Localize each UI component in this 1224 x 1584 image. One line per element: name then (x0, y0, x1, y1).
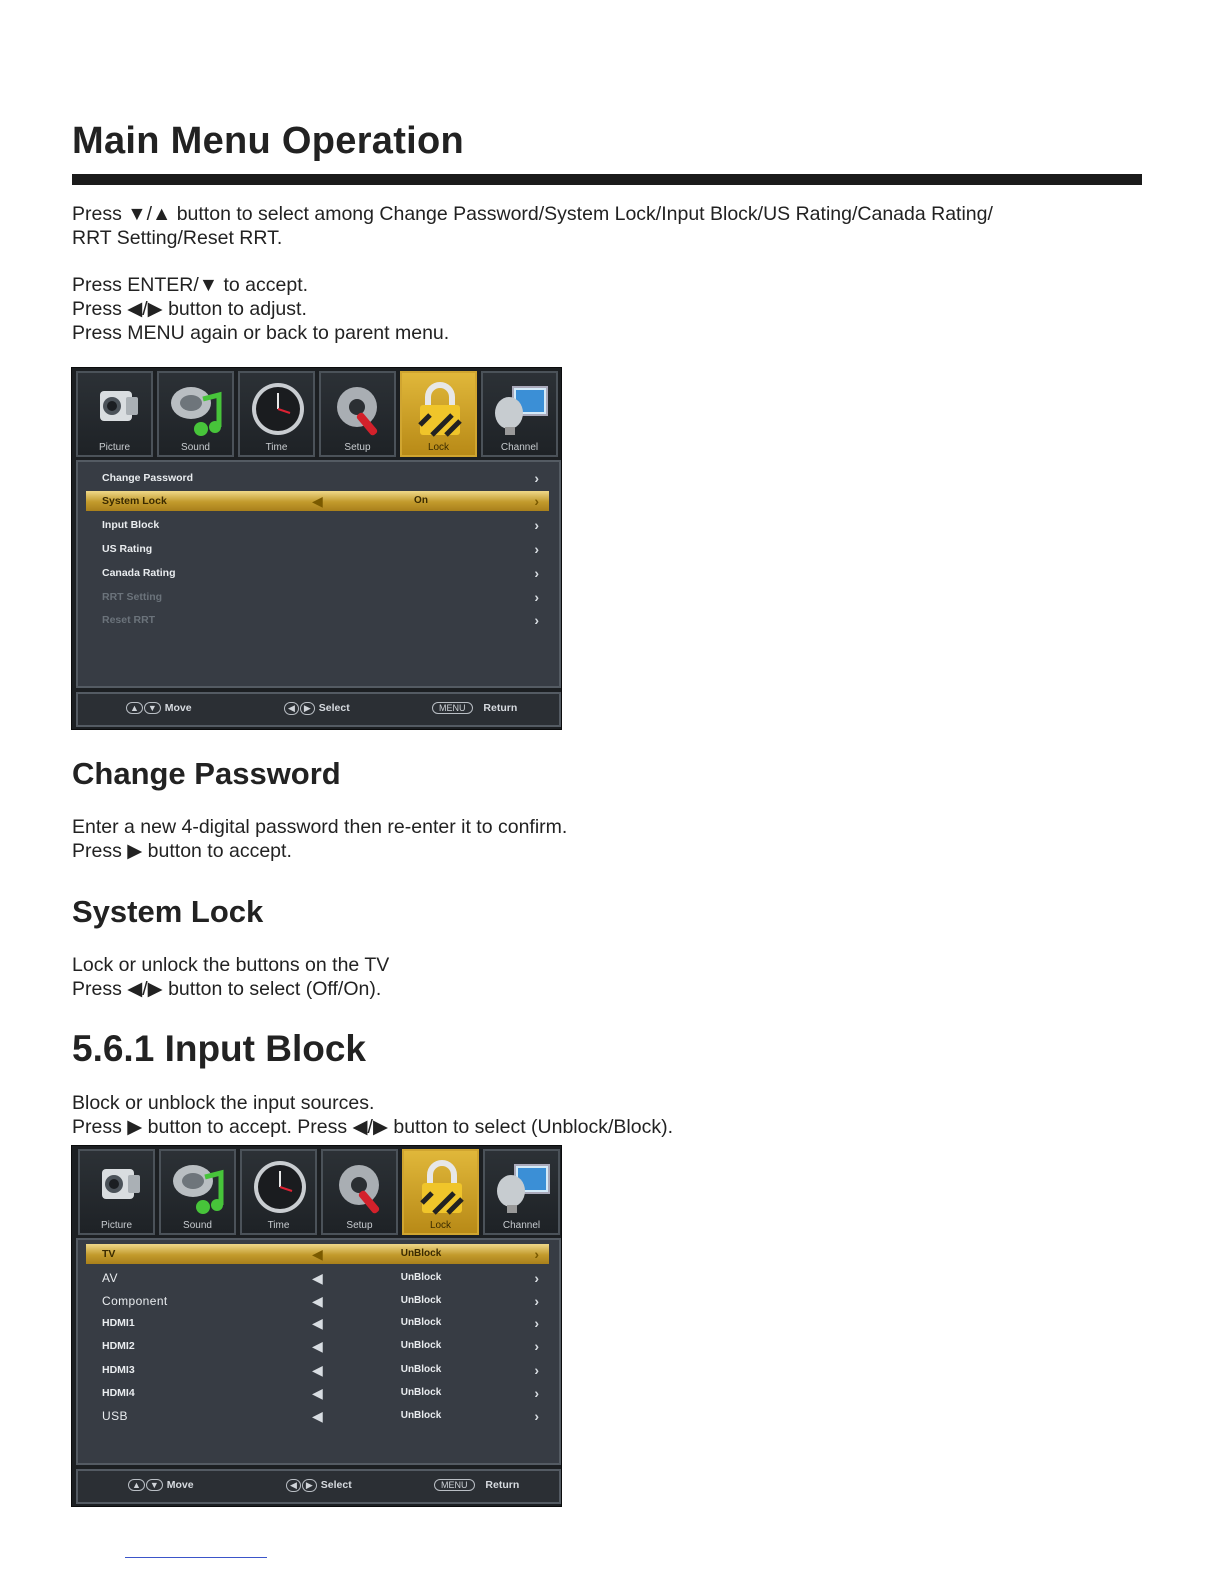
footer-return (434, 1479, 519, 1491)
menu-row-system-lock[interactable] (86, 491, 549, 511)
tab-time (240, 1149, 317, 1235)
right-key-icon: ▶ (302, 1479, 317, 1492)
chevron-right-icon: › (534, 541, 539, 557)
body-line: Press ▶ button to accept. (72, 840, 292, 862)
sound-icon (167, 377, 227, 441)
tab-setup (321, 1149, 398, 1235)
tab-label: Sound (181, 442, 210, 453)
input-row-hdmi3[interactable] (86, 1360, 549, 1380)
input-block-screenshot (71, 1145, 562, 1507)
row-value: UnBlock (400, 1387, 442, 1398)
intro-line: Press ENTER/▼ to accept. (72, 274, 309, 296)
tab-lock (400, 371, 477, 457)
footer-move (128, 1479, 194, 1491)
chevron-right-icon: › (534, 565, 539, 581)
footer-return (432, 702, 517, 714)
up-key-icon: ▲ (126, 702, 143, 714)
body-line: Block or unblock the input sources. (72, 1092, 375, 1114)
row-value: UnBlock (400, 1410, 442, 1421)
menu-row-canada-rating[interactable] (86, 563, 549, 583)
row-label: TV (102, 1248, 116, 1260)
footer-select-label: Select (318, 702, 350, 714)
input-row-av[interactable] (86, 1268, 549, 1288)
intro-line: Press MENU again or back to parent menu. (72, 322, 450, 344)
chevron-left-icon: ◀ (312, 493, 323, 509)
page-title: Main Menu Operation (72, 120, 465, 162)
osd-footer (76, 692, 561, 727)
tab-setup (319, 371, 396, 457)
osd-tab-bar (76, 1149, 561, 1237)
tab-label: Setup (346, 1220, 373, 1231)
row-label: Change Password (102, 472, 194, 484)
menu-key-icon: MENU (434, 1479, 475, 1491)
osd-footer (76, 1469, 561, 1504)
monitor-icon (491, 377, 551, 441)
footer-move-label: Move (164, 702, 192, 714)
tab-picture (78, 1149, 155, 1235)
menu-key-icon: MENU (432, 702, 473, 714)
footer-select-label: Select (320, 1479, 352, 1491)
osd-tab-bar (76, 371, 561, 459)
intro-instructions (72, 273, 449, 345)
tab-label: Picture (100, 1220, 133, 1231)
title-rule (72, 174, 1142, 185)
tab-picture (76, 371, 153, 457)
chevron-right-icon: › (534, 1385, 539, 1401)
row-label: RRT Setting (102, 591, 163, 603)
tab-label: Time (265, 442, 288, 453)
clock-icon (250, 1155, 310, 1219)
footer-move-label: Move (166, 1479, 194, 1491)
input-block-text (72, 1091, 673, 1139)
chevron-right-icon: › (534, 517, 539, 533)
section-title-change-password: Change Password (72, 756, 341, 791)
system-lock-text (72, 953, 389, 1001)
row-value: UnBlock (400, 1295, 442, 1306)
chevron-left-icon: ◀ (312, 1362, 323, 1378)
lock-menu-panel (76, 460, 561, 688)
down-key-icon: ▼ (144, 702, 161, 714)
chevron-right-icon: › (534, 1293, 539, 1309)
input-row-component[interactable] (86, 1291, 549, 1311)
footer-select (284, 702, 350, 715)
tab-label: Lock (427, 442, 450, 453)
body-line: Press ▶ button to accept. Press ◀/▶ button to select (Unblock/Block). (72, 1116, 673, 1138)
lock-icon (412, 1155, 472, 1219)
row-label: US Rating (102, 543, 153, 555)
chevron-left-icon: ◀ (312, 1408, 323, 1424)
tab-label: Setup (344, 442, 371, 453)
chevron-right-icon: › (534, 1408, 539, 1424)
menu-row-reset-rrt (86, 610, 549, 630)
tab-time (238, 371, 315, 457)
chevron-right-icon: › (534, 1362, 539, 1378)
footer-link-underline (125, 1557, 267, 1558)
input-row-hdmi4[interactable] (86, 1383, 549, 1403)
body-line: Press ◀/▶ button to select (Off/On). (72, 978, 382, 1000)
left-key-icon: ◀ (286, 1479, 301, 1492)
change-password-text (72, 815, 567, 863)
camcorder-icon (86, 377, 146, 441)
tab-sound (157, 371, 234, 457)
row-label: HDMI2 (102, 1340, 135, 1352)
intro-line: RRT Setting/Reset RRT. (72, 227, 283, 249)
tab-lock (402, 1149, 479, 1235)
chevron-right-icon: › (534, 470, 539, 486)
section-title-input-block: 5.6.1 Input Block (72, 1028, 367, 1069)
right-key-icon: ▶ (300, 702, 315, 715)
down-key-icon: ▼ (146, 1479, 163, 1491)
tab-label: Channel (502, 1220, 541, 1231)
section-title-system-lock: System Lock (72, 894, 264, 929)
tab-label: Channel (500, 442, 539, 453)
intro-line: Press ◀/▶ button to adjust. (72, 298, 307, 320)
intro-paragraph (72, 202, 993, 250)
chevron-right-icon: › (534, 1270, 539, 1286)
chevron-left-icon: ◀ (312, 1293, 323, 1309)
chevron-left-icon: ◀ (312, 1246, 323, 1262)
chevron-right-icon: › (534, 589, 539, 605)
tab-channel (481, 371, 558, 457)
row-value: UnBlock (400, 1248, 442, 1259)
chevron-right-icon: › (534, 1338, 539, 1354)
body-line: Lock or unlock the buttons on the TV (72, 954, 390, 976)
up-key-icon: ▲ (128, 1479, 145, 1491)
lock-icon (410, 377, 470, 441)
tab-sound (159, 1149, 236, 1235)
monitor-icon (493, 1155, 553, 1219)
input-row-hdmi2[interactable] (86, 1336, 549, 1356)
lock-menu-screenshot (71, 367, 562, 730)
footer-select (286, 1479, 352, 1492)
row-label: Input Block (102, 519, 160, 531)
camcorder-icon (88, 1155, 148, 1219)
chevron-left-icon: ◀ (312, 1385, 323, 1401)
intro-line: Press ▼/▲ button to select among Change Password/System Lock/Input Block/US Rating/Canada Rating/ (72, 203, 993, 225)
row-label: Reset RRT (102, 614, 156, 626)
row-label: Canada Rating (102, 567, 176, 579)
chevron-left-icon: ◀ (312, 1338, 323, 1354)
row-label: Component (102, 1294, 168, 1308)
row-value: On (414, 495, 428, 506)
chevron-left-icon: ◀ (312, 1270, 323, 1286)
body-line: Enter a new 4-digital password then re-enter it to confirm. (72, 816, 568, 838)
menu-row-rrt-setting (86, 587, 549, 607)
menu-row-change-password[interactable] (86, 468, 549, 488)
menu-row-input-block[interactable] (86, 515, 549, 535)
input-block-panel (76, 1238, 561, 1465)
clock-icon (248, 377, 308, 441)
gear-icon (331, 1155, 391, 1219)
row-label: HDMI1 (102, 1317, 135, 1329)
row-value: UnBlock (400, 1272, 442, 1283)
footer-return-label: Return (483, 702, 518, 714)
footer-return-label: Return (485, 1479, 520, 1491)
chevron-right-icon: › (534, 612, 539, 628)
row-label: HDMI3 (102, 1364, 135, 1376)
gear-icon (329, 377, 389, 441)
chevron-right-icon: › (534, 1315, 539, 1331)
input-row-usb[interactable] (86, 1406, 549, 1426)
sound-icon (169, 1155, 229, 1219)
tab-label: Picture (98, 442, 131, 453)
row-label: AV (102, 1271, 118, 1285)
menu-row-us-rating[interactable] (86, 539, 549, 559)
chevron-right-icon: › (534, 493, 539, 509)
chevron-left-icon: ◀ (312, 1315, 323, 1331)
tab-label: Time (267, 1220, 290, 1231)
tab-label: Lock (429, 1220, 452, 1231)
input-row-hdmi1[interactable] (86, 1313, 549, 1333)
tab-channel (483, 1149, 560, 1235)
tab-label: Sound (183, 1220, 212, 1231)
chevron-right-icon: › (534, 1246, 539, 1262)
row-label: System Lock (102, 495, 167, 507)
row-label: HDMI4 (102, 1387, 135, 1399)
row-value: UnBlock (400, 1317, 442, 1328)
row-value: UnBlock (400, 1364, 442, 1375)
row-label: USB (102, 1409, 128, 1423)
input-row-tv[interactable] (86, 1244, 549, 1264)
left-key-icon: ◀ (284, 702, 299, 715)
row-value: UnBlock (400, 1340, 442, 1351)
footer-move (126, 702, 192, 714)
